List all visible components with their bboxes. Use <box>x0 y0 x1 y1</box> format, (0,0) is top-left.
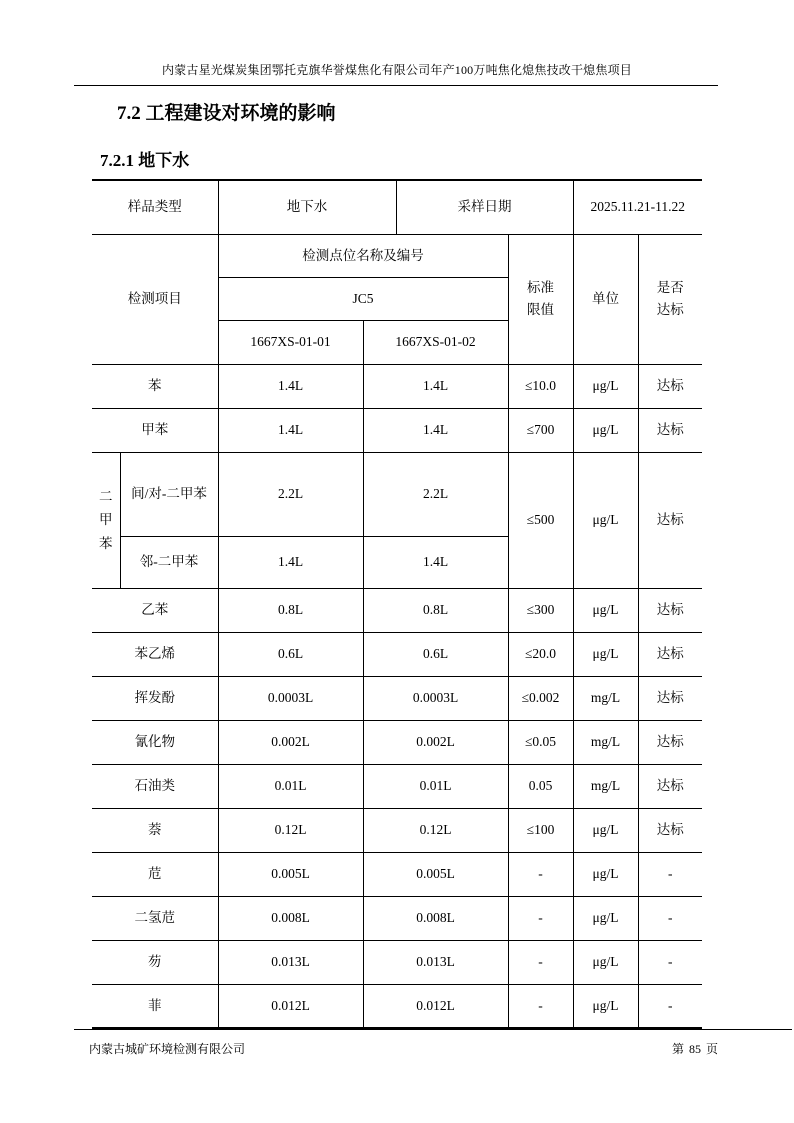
standard-limit: ≤100 <box>508 808 573 852</box>
table-row <box>92 676 702 720</box>
table-row <box>92 896 702 940</box>
xylene-group-text: 二甲苯 <box>99 488 113 551</box>
point-header: 检测点位名称及编号 <box>218 234 508 277</box>
page-header: 内蒙古星光煤炭集团鄂托克旗华誉煤焦化有限公司年产100万吨焦化熄焦技改干熄焦项目 <box>161 63 632 77</box>
value-1: 0.008L <box>218 896 363 940</box>
unit: μg/L <box>573 588 638 632</box>
item-name: 间/对-二甲苯 <box>120 452 218 536</box>
standard-limit: ≤300 <box>508 588 573 632</box>
value-1: 1.4L <box>218 408 363 452</box>
table-row <box>92 632 702 676</box>
unit: μg/L <box>573 808 638 852</box>
table-row <box>92 984 702 1028</box>
value-2: 1.4L <box>363 364 508 408</box>
table-row <box>92 940 702 984</box>
item-name: 石油类 <box>92 764 218 808</box>
value-2: 0.12L <box>363 808 508 852</box>
value-1: 0.002L <box>218 720 363 764</box>
unit: μg/L <box>573 896 638 940</box>
unit: μg/L <box>573 364 638 408</box>
value-2: 1.4L <box>363 536 508 588</box>
footer-company: 内蒙古城矿环境检测有限公司 <box>89 1042 246 1056</box>
compliance: 达标 <box>638 364 702 408</box>
value-1: 0.0003L <box>218 676 363 720</box>
standard-header-text: 标准限值 <box>527 279 554 317</box>
item-name: 甲苯 <box>92 408 218 452</box>
section-title: 7.2 工程建设对环境的影响 <box>117 103 336 124</box>
standard-limit: ≤10.0 <box>508 364 573 408</box>
table-row <box>92 808 702 852</box>
standard-limit: - <box>508 896 573 940</box>
compliance-header-text: 是否达标 <box>656 279 684 317</box>
value-2: 0.01L <box>363 764 508 808</box>
value-2: 0.8L <box>363 588 508 632</box>
compliance: 达标 <box>638 764 702 808</box>
standard-limit: ≤20.0 <box>508 632 573 676</box>
item-name: 乙苯 <box>92 588 218 632</box>
sampling-date-label: 采样日期 <box>396 180 573 234</box>
table-row <box>92 852 702 896</box>
compliance: 达标 <box>638 408 702 452</box>
value-1: 0.01L <box>218 764 363 808</box>
compliance: - <box>638 896 702 940</box>
compliance: 达标 <box>638 588 702 632</box>
item-name: 二氢苊 <box>92 896 218 940</box>
value-1: 0.8L <box>218 588 363 632</box>
table-row <box>92 408 702 452</box>
value-1: 1.4L <box>218 364 363 408</box>
compliance: 达标 <box>638 676 702 720</box>
table-row <box>92 364 702 408</box>
standard-limit: - <box>508 984 573 1028</box>
compliance: 达标 <box>638 720 702 764</box>
item-name: 挥发酚 <box>92 676 218 720</box>
footer-divider <box>74 1029 792 1030</box>
point-code-2: 1667XS-01-02 <box>363 320 508 364</box>
item-name: 氰化物 <box>92 720 218 764</box>
value-1: 1.4L <box>218 536 363 588</box>
compliance: 达标 <box>638 632 702 676</box>
compliance: 达标 <box>638 452 702 588</box>
standard-limit: ≤0.002 <box>508 676 573 720</box>
unit-header: 单位 <box>573 234 638 364</box>
value-1: 0.12L <box>218 808 363 852</box>
unit: μg/L <box>573 408 638 452</box>
header-divider <box>74 85 718 86</box>
standard-limit: - <box>508 852 573 896</box>
standard-limit: ≤500 <box>508 452 573 588</box>
compliance: 达标 <box>638 808 702 852</box>
compliance: - <box>638 984 702 1028</box>
standard-limit: - <box>508 940 573 984</box>
value-1: 0.012L <box>218 984 363 1028</box>
value-1: 0.005L <box>218 852 363 896</box>
standard-limit: ≤700 <box>508 408 573 452</box>
value-2: 1.4L <box>363 408 508 452</box>
value-1: 0.6L <box>218 632 363 676</box>
value-2: 0.002L <box>363 720 508 764</box>
value-2: 0.6L <box>363 632 508 676</box>
unit: μg/L <box>573 940 638 984</box>
value-2: 0.0003L <box>363 676 508 720</box>
value-2: 0.005L <box>363 852 508 896</box>
table-row <box>92 764 702 808</box>
standard-header <box>508 234 573 364</box>
value-2: 2.2L <box>363 452 508 536</box>
point-name: JC5 <box>218 277 508 320</box>
item-name: 苊 <box>92 852 218 896</box>
item-name: 苯 <box>92 364 218 408</box>
unit: mg/L <box>573 676 638 720</box>
unit: μg/L <box>573 984 638 1028</box>
compliance: - <box>638 940 702 984</box>
item-name: 邻-二甲苯 <box>120 536 218 588</box>
item-name: 萘 <box>92 808 218 852</box>
xylene-group-label <box>92 452 120 588</box>
value-1: 0.013L <box>218 940 363 984</box>
subsection-title: 7.2.1 地下水 <box>100 151 190 170</box>
compliance: - <box>638 852 702 896</box>
table-row <box>92 720 702 764</box>
value-2: 0.013L <box>363 940 508 984</box>
unit: mg/L <box>573 720 638 764</box>
value-2: 0.012L <box>363 984 508 1028</box>
item-header: 检测项目 <box>92 234 218 364</box>
xylene-row-1 <box>92 452 702 536</box>
table-row <box>92 588 702 632</box>
sampling-date-value: 2025.11.21-11.22 <box>573 180 702 234</box>
unit: μg/L <box>573 852 638 896</box>
value-2: 0.008L <box>363 896 508 940</box>
unit: μg/L <box>573 452 638 588</box>
page-number: 第 85 页 <box>672 1042 719 1056</box>
sample-type-label: 样品类型 <box>92 180 218 234</box>
unit: mg/L <box>573 764 638 808</box>
point-code-1: 1667XS-01-01 <box>218 320 363 364</box>
item-name: 菲 <box>92 984 218 1028</box>
item-name: 芴 <box>92 940 218 984</box>
header-row-1 <box>92 234 702 277</box>
item-name: 苯乙烯 <box>92 632 218 676</box>
sample-info-row <box>92 180 702 234</box>
value-1: 2.2L <box>218 452 363 536</box>
unit: μg/L <box>573 632 638 676</box>
compliance-header <box>638 234 702 364</box>
standard-limit: 0.05 <box>508 764 573 808</box>
sample-type-value: 地下水 <box>218 180 396 234</box>
standard-limit: ≤0.05 <box>508 720 573 764</box>
groundwater-test-table <box>92 179 702 1029</box>
